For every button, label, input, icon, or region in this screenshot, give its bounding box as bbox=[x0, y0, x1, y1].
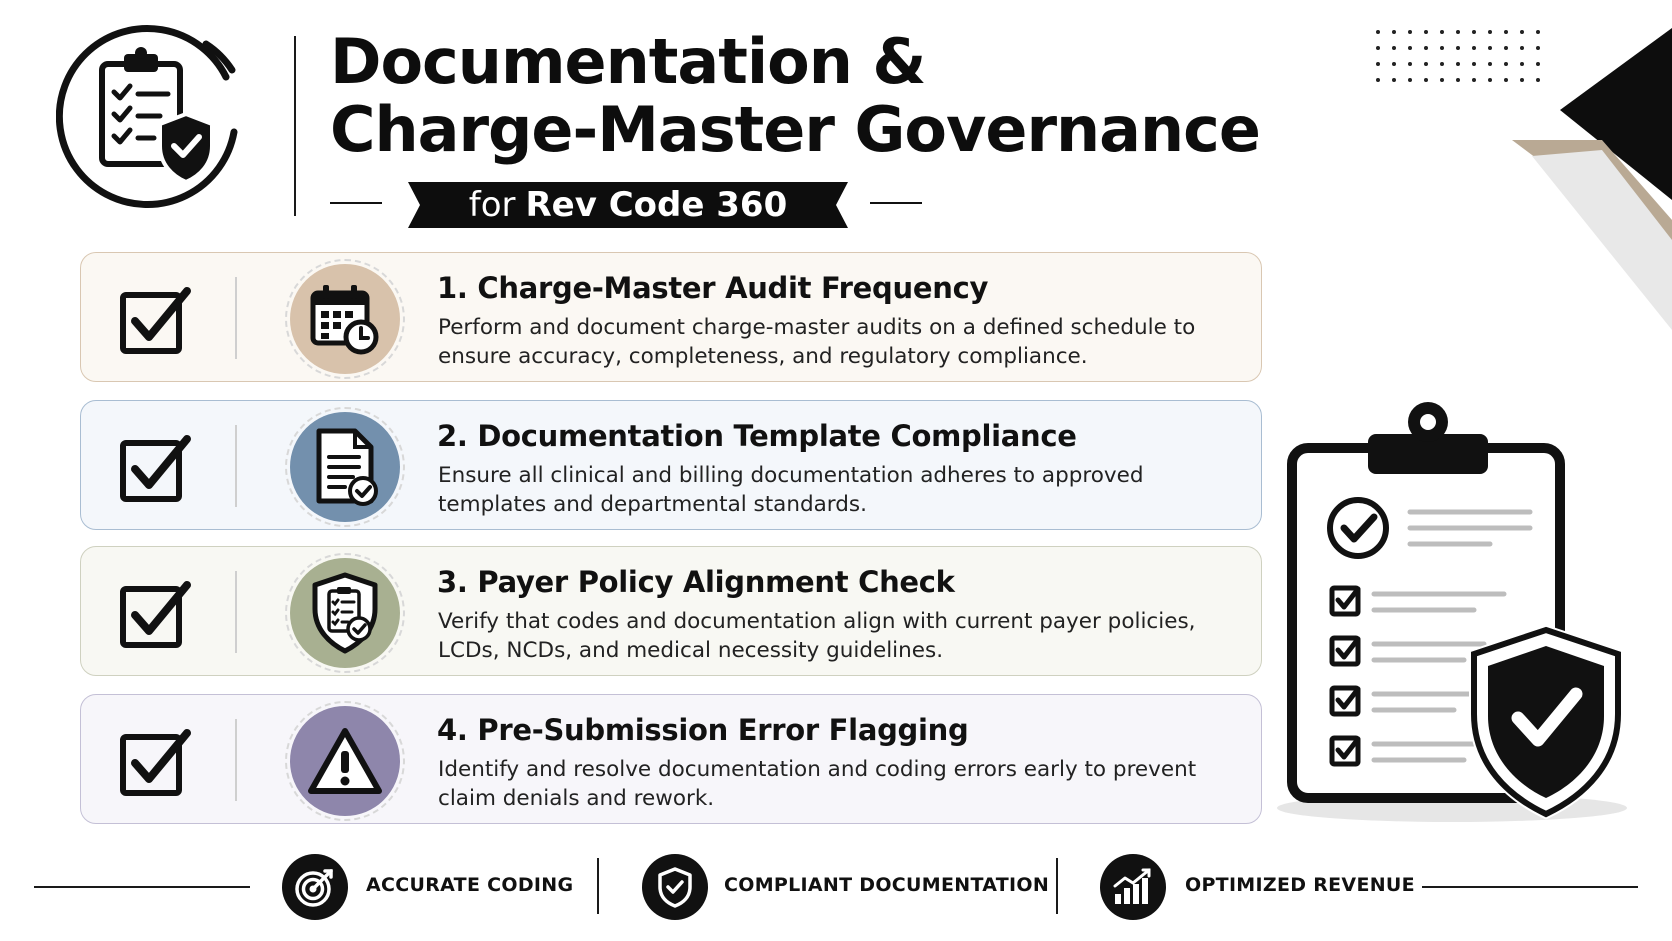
item-divider bbox=[235, 425, 237, 507]
item-title: 2. Documentation Template Compliance bbox=[437, 419, 1077, 453]
item-title: 1. Charge-Master Audit Frequency bbox=[437, 271, 989, 305]
footer-separator bbox=[1056, 858, 1058, 914]
title-line-1: Documentation & bbox=[330, 25, 926, 98]
shield-checklist-icon bbox=[307, 571, 383, 655]
item-description: Perform and document charge-master audits on a defined schedule to ensure accuracy, completeness, and regulatory compliance. bbox=[438, 315, 1196, 369]
governance-item-3 bbox=[80, 546, 1262, 676]
item-divider bbox=[235, 719, 237, 801]
footer-chart-icon bbox=[1100, 854, 1166, 920]
warning-triangle-icon bbox=[305, 725, 385, 797]
footer-label-optimized-revenue: OPTIMIZED REVENUE bbox=[1185, 874, 1415, 896]
item-icon-disc bbox=[290, 264, 400, 374]
footer-separator bbox=[597, 858, 599, 914]
item-icon-badge bbox=[285, 407, 405, 527]
item-icon-disc bbox=[290, 558, 400, 668]
item-divider bbox=[235, 277, 237, 359]
item-description: Identify and resolve documentation and coding errors early to prevent claim denials and rework. bbox=[438, 757, 1197, 811]
subtitle-text bbox=[398, 182, 858, 228]
footer-shield-icon bbox=[642, 854, 708, 920]
item-icon-badge bbox=[285, 259, 405, 379]
growth-chart-icon bbox=[1111, 866, 1155, 908]
subtitle-prefix: for bbox=[468, 185, 516, 225]
calendar-clock-icon bbox=[307, 281, 383, 357]
header-logo-clipboard-shield-icon bbox=[56, 22, 246, 212]
footer-target-icon bbox=[282, 854, 348, 920]
item-description: Verify that codes and documentation align with current payer policies, LCDs, NCDs, and medical necessity guidelines. bbox=[438, 609, 1196, 663]
checkbox-checked-icon bbox=[119, 727, 193, 797]
item-icon-disc bbox=[290, 706, 400, 816]
item-title: 3. Payer Policy Alignment Check bbox=[437, 565, 955, 599]
page-title bbox=[330, 25, 1290, 166]
decorative-corner-shapes bbox=[1502, 0, 1672, 330]
governance-item-1 bbox=[80, 252, 1262, 382]
governance-item-2 bbox=[80, 400, 1262, 530]
target-icon bbox=[293, 865, 337, 909]
subtitle-bold: Rev Code 360 bbox=[525, 185, 788, 225]
footer-left-rule bbox=[34, 886, 250, 888]
checkbox-checked-icon bbox=[119, 285, 193, 355]
item-description: Ensure all clinical and billing documentation adheres to approved templates and departmental standards. bbox=[438, 463, 1144, 517]
header-divider bbox=[294, 36, 296, 216]
checkbox-checked-icon bbox=[119, 433, 193, 503]
checkbox-checked-icon bbox=[119, 579, 193, 649]
title-line-2: Charge-Master Governance bbox=[330, 93, 1260, 166]
shield-check-icon bbox=[655, 865, 695, 909]
subtitle-left-rule bbox=[330, 202, 382, 204]
governance-item-4 bbox=[80, 694, 1262, 824]
item-icon-badge bbox=[285, 553, 405, 673]
item-icon-disc bbox=[290, 412, 400, 522]
footer-label-compliant-documentation: COMPLIANT DOCUMENTATION bbox=[724, 874, 1050, 896]
item-title: 4. Pre-Submission Error Flagging bbox=[437, 713, 969, 747]
footer-label-accurate-coding: ACCURATE CODING bbox=[366, 874, 574, 896]
subtitle-banner bbox=[330, 182, 930, 226]
clipboard-shield-illustration bbox=[1262, 398, 1642, 828]
item-icon-badge bbox=[285, 701, 405, 821]
subtitle-right-rule bbox=[870, 202, 922, 204]
footer-right-rule bbox=[1422, 886, 1638, 888]
item-divider bbox=[235, 571, 237, 653]
document-check-icon bbox=[307, 427, 383, 507]
